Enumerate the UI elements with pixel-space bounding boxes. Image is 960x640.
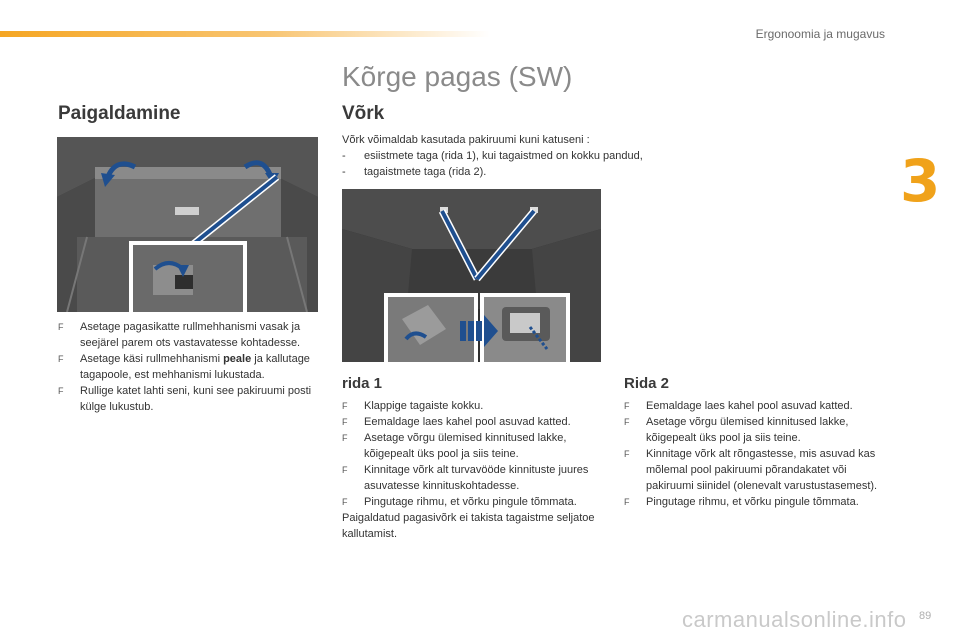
list-item-text: esiistmete taga (rida 1), kui tagaistmed on kokku pandud, <box>364 150 643 162</box>
cargo-cover-drawing <box>57 137 318 312</box>
list-item-text: tagaistmete taga (rida 2). <box>364 166 487 178</box>
section-heading-net: Võrk <box>342 103 385 124</box>
row1-steps <box>342 398 604 542</box>
step-bullet: F <box>624 497 630 507</box>
chapter-title: Ergonoomia ja mugavus <box>755 27 885 41</box>
step-bullet: F <box>342 497 348 507</box>
step-bold-text: peale <box>223 353 252 365</box>
dash-marker: - <box>342 150 346 162</box>
step-text: Rullige katet lahti seni, kuni see pakiruumi posti külge lukustub. <box>80 385 312 413</box>
step-text: Pingutage rihmu, et võrku pingule tõmmata. <box>646 496 859 508</box>
net-intro <box>342 132 702 180</box>
chapter-number: 3 <box>900 147 941 215</box>
row2-steps <box>624 398 886 510</box>
list-item <box>342 414 604 430</box>
list-item <box>342 462 604 494</box>
step-bullet: F <box>342 417 348 427</box>
step-bullet: F <box>58 386 64 396</box>
step-text: Eemaldage laes kahel pool asuvad katted. <box>364 416 571 428</box>
list-item <box>342 148 702 164</box>
list-item <box>58 383 320 415</box>
dash-marker: - <box>342 166 346 178</box>
step-text: ja kallutage tagapoole, est mehhanismi lukustada. <box>80 353 310 381</box>
list-item <box>342 430 604 462</box>
header-accent-bar <box>0 31 490 37</box>
step-text: Asetage võrgu ülemised kinnitused lakke, kõigepealt üks pool ja siis teine. <box>646 416 849 444</box>
step-bullet: F <box>342 401 348 411</box>
step-text: Asetage käsi rullmehhanismi <box>80 353 224 365</box>
step-bullet: F <box>624 401 630 411</box>
step-bullet: F <box>342 465 348 475</box>
step-bullet: F <box>58 354 64 364</box>
installation-steps <box>58 319 320 415</box>
list-item <box>342 494 604 510</box>
list-item <box>624 494 886 510</box>
page-title: Kõrge pagas (SW) <box>342 61 573 92</box>
step-text: Eemaldage laes kahel pool asuvad katted. <box>646 400 853 412</box>
step-text: Asetage pagasikatte rullmehhanismi vasak ja seejärel parem ots vastavatesse kohtadesse. <box>80 321 301 349</box>
step-bullet: F <box>58 322 64 332</box>
cargo-net-illustration <box>342 189 601 362</box>
row1-heading: rida 1 <box>342 375 383 392</box>
net-intro-text: Võrk võimaldab kasutada pakiruumi kuni katuseni : <box>342 134 590 146</box>
list-item <box>624 398 886 414</box>
cargo-cover-illustration <box>57 137 318 312</box>
list-item <box>342 398 604 414</box>
step-text: Kinnitage võrk alt rõngastesse, mis asuvad kas mõlemal pool pakiruumi põrandakatet või pakiruumi siinidel (olenevalt varustustasemest). <box>646 448 878 492</box>
step-text: Kinnitage võrk alt turvavööde kinnituste juures asuvatesse kinnituskohtadesse. <box>364 464 589 492</box>
section-heading-installation: Paigaldamine <box>58 103 181 124</box>
step-text: Pingutage rihmu, et võrku pingule tõmmata. <box>364 496 577 508</box>
cargo-net-drawing <box>342 189 601 362</box>
list-item <box>624 414 886 446</box>
step-bullet: F <box>342 433 348 443</box>
row1-note: Paigaldatud pagasivõrk ei takista tagaistme seljatoe kallutamist. <box>342 512 595 540</box>
list-item <box>58 351 320 383</box>
step-bullet: F <box>624 449 630 459</box>
list-item <box>342 164 702 180</box>
watermark: carmanualsonline.info <box>682 607 907 632</box>
list-item <box>624 446 886 494</box>
list-item <box>58 319 320 351</box>
step-text: Klappige tagaiste kokku. <box>364 400 484 412</box>
step-text: Asetage võrgu ülemised kinnitused lakke, kõigepealt üks pool ja siis teine. <box>364 432 567 460</box>
page-number: 89 <box>919 610 932 622</box>
row2-heading: Rida 2 <box>624 375 670 392</box>
step-bullet: F <box>624 417 630 427</box>
